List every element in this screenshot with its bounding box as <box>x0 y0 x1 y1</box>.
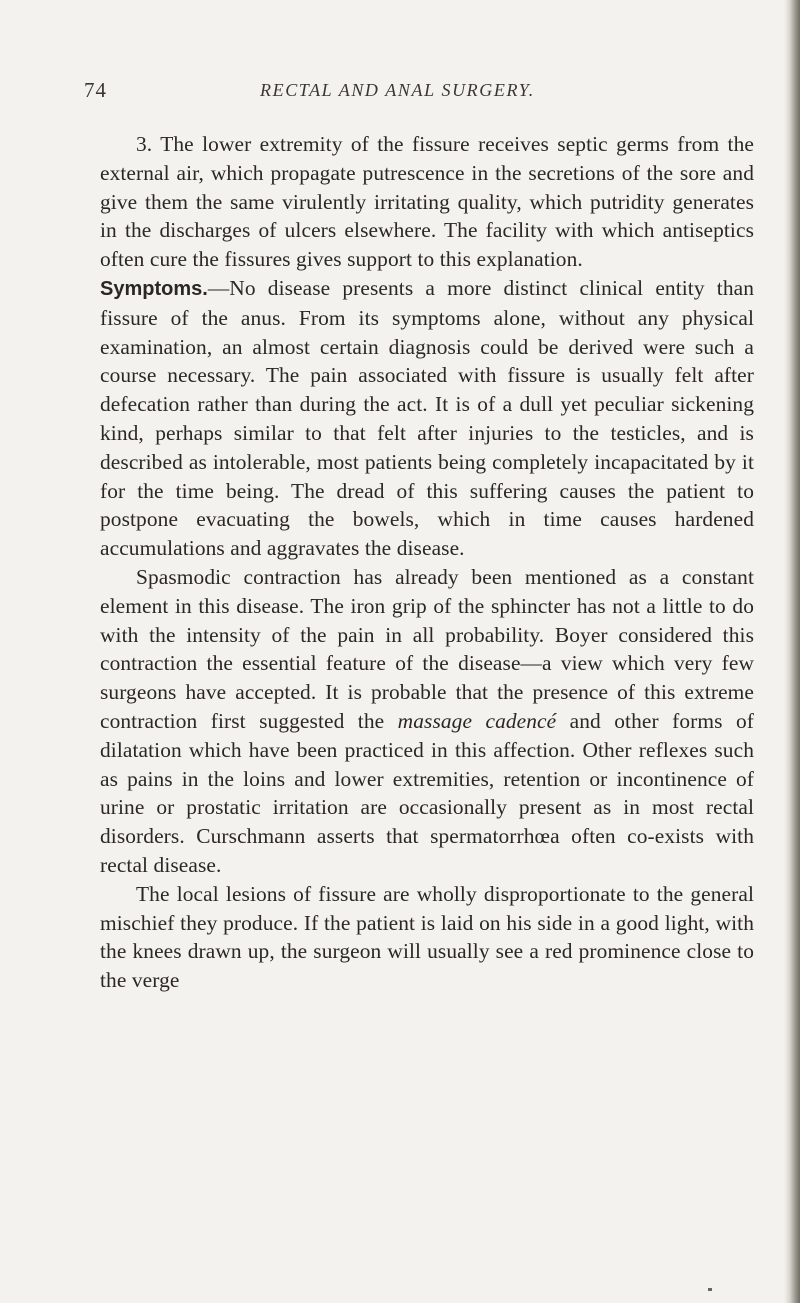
paragraph-spasmodic-contraction <box>100 563 754 880</box>
paragraph-local-lesions-text: The local lesions of fissure are wholly disproportionate to the general mischief they produce. If the patient is laid on his side in a good light, with the knees drawn up, the surgeon will usually see a red prominence close to the verge <box>100 881 754 993</box>
speck-mark <box>708 1288 712 1291</box>
paragraph-spasmodic-text-a: Spasmodic contraction has already been mentioned as a constant element in this disease. The iron grip of the sphincter has not a little to do with the intensity of the pain in all probability. Boyer considered this contraction the essential feature of the disease—a view which very few surgeons have accepted. It is probable that the presence of this extreme contraction first suggested the <box>100 564 754 733</box>
body-text <box>100 130 754 995</box>
paragraph-spasmodic-text-b: and other forms of dilatation which have been practiced in this affection. Other reflexes such as pains in the loins and lower extremities, retention or incontinence of urine or prostatic irritation are occasionally present as in most rectal disorders. Curschmann asserts that spermatorrhœa often co-exists with rectal disease. <box>100 708 754 877</box>
paragraph-symptoms-text: —No disease presents a more distinct clinical entity than fissure of the anus. From its symptoms alone, without any physical examination, an almost certain diagnosis could be derived were such a course necessary. The pain associated with fissure is usually felt after defecation rather than during the act. It is of a dull yet peculiar sickening kind, perhaps similar to that felt after injuries to the testicles, and is described as intolerable, most patients being completely incapacitated by it for the time being. The dread of this suffering causes the patient to postpone evacuating the bowels, which in time causes hardened accumulations and aggravates the disease. <box>100 275 754 561</box>
paragraph-cause-3 <box>100 130 754 274</box>
paragraph-cause-3-text: 3. The lower extremity of the fissure receives septic germs from the external air, which propagate putrescence in the secretions of the sore and give them the same virulently irritating quality, which putridity generates in the discharges of ulcers elsewhere. The facility with which antiseptics often cure the fissures gives support to this explanation. <box>100 132 754 272</box>
running-title: RECTAL AND ANAL SURGERY. <box>260 80 535 100</box>
page-number: 74 <box>84 78 107 102</box>
paragraph-symptoms <box>100 274 754 563</box>
running-head <box>84 78 732 108</box>
massage-cadence-term: massage cadencé <box>397 708 557 733</box>
symptoms-heading: Symptoms. <box>100 277 208 300</box>
paragraph-local-lesions <box>100 880 754 995</box>
page-edge-shadow <box>784 0 800 1303</box>
